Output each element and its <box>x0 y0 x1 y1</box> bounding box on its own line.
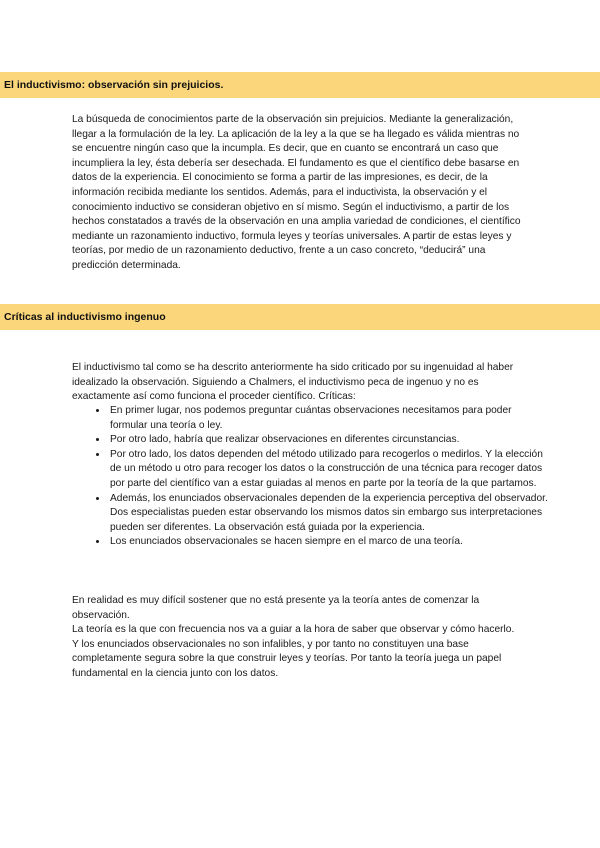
list-item: • Por otro lado, habría que realizar observaciones en diferentes circunstancias. <box>108 433 548 448</box>
list-item: • Además, los enunciados observacionales dependen de la experiencia perceptiva del observador. Dos especialistas pueden estar observando los mismos datos sin embargo sus interpretaciones pueden ser diferentes. La observación está guiada por la experiencia. <box>108 492 548 536</box>
section-heading-inductivismo: El inductivismo: observación sin prejuicios. <box>0 72 600 98</box>
paragraph-criticas-intro: El inductivismo tal como se ha descrito anteriormente ha sido criticado por su ingenuidad al haber idealizado la observación. Siguiendo a Chalmers, el inductivismo peca de ingenuo y no es exactamente así como funciona el proceder científico. Críticas: <box>72 362 514 403</box>
closing-line: En realidad es muy difícil sostener que no está presente ya la teoría antes de comenzar la observación. <box>72 595 480 621</box>
criticas-list <box>90 404 548 550</box>
section-heading-criticas: Críticas al inductivismo ingenuo <box>0 304 600 330</box>
paragraph-inductivismo: La búsqueda de conocimientos parte de la observación sin prejuicios. Mediante la generalización, llegar a la formulación de la ley. La aplicación de la ley a la que se ha llegado es válida mientras no se encuentre ningún caso que la incumpla. Es decir, que en cuanto se encontrará un caso que incumpliera la ley, ésta debería ser desechada. El fundamento es que el científico debe basarse en datos de la experiencia. El conocimiento se forma a partir de las impresiones, es decir, de la información recibida mediante los sentidos. Además, para el inductivista, la observación y el conocimiento inductivo se consideran objetivo en sí mismo. Según el inductivismo, a partir de los hechos constatados a través de la observación en una amplia variedad de condiciones, el científico mediante un razonamiento inductivo, formula leyes y teorías universales. A partir de estas leyes y teorías, por medio de un razonamiento deductivo, frente a un caso concreto, “deducirá” una predicción determinada. <box>72 114 521 271</box>
closing-block <box>72 594 528 682</box>
list-item: • Por otro lado, los datos dependen del método utilizado para recogerlos o medirlos. Y la elección de un método u otro para recoger los datos o la construcción de una técnica para recoger datos por parte del científico van a estar guiadas al menos en parte por la teoría de la que partamos. <box>108 448 548 492</box>
closing-line: La teoría es la que con frecuencia nos va a guiar a la hora de saber que observar y cómo hacerlo. <box>72 624 515 636</box>
list-item: • Los enunciados observacionales se hacen siempre en el marco de una teoría. <box>108 535 548 550</box>
list-item: • En primer lugar, nos podemos preguntar cuántas observaciones necesitamos para poder formular una teoría o ley. <box>108 404 548 433</box>
closing-line: Y los enunciados observacionales no son infalibles, y por tanto no constituyen una base completamente segura sobre la que construir leyes y teorías. Por tanto la teoría juega un papel fundamental en la ciencia junto con los datos. <box>72 638 502 679</box>
